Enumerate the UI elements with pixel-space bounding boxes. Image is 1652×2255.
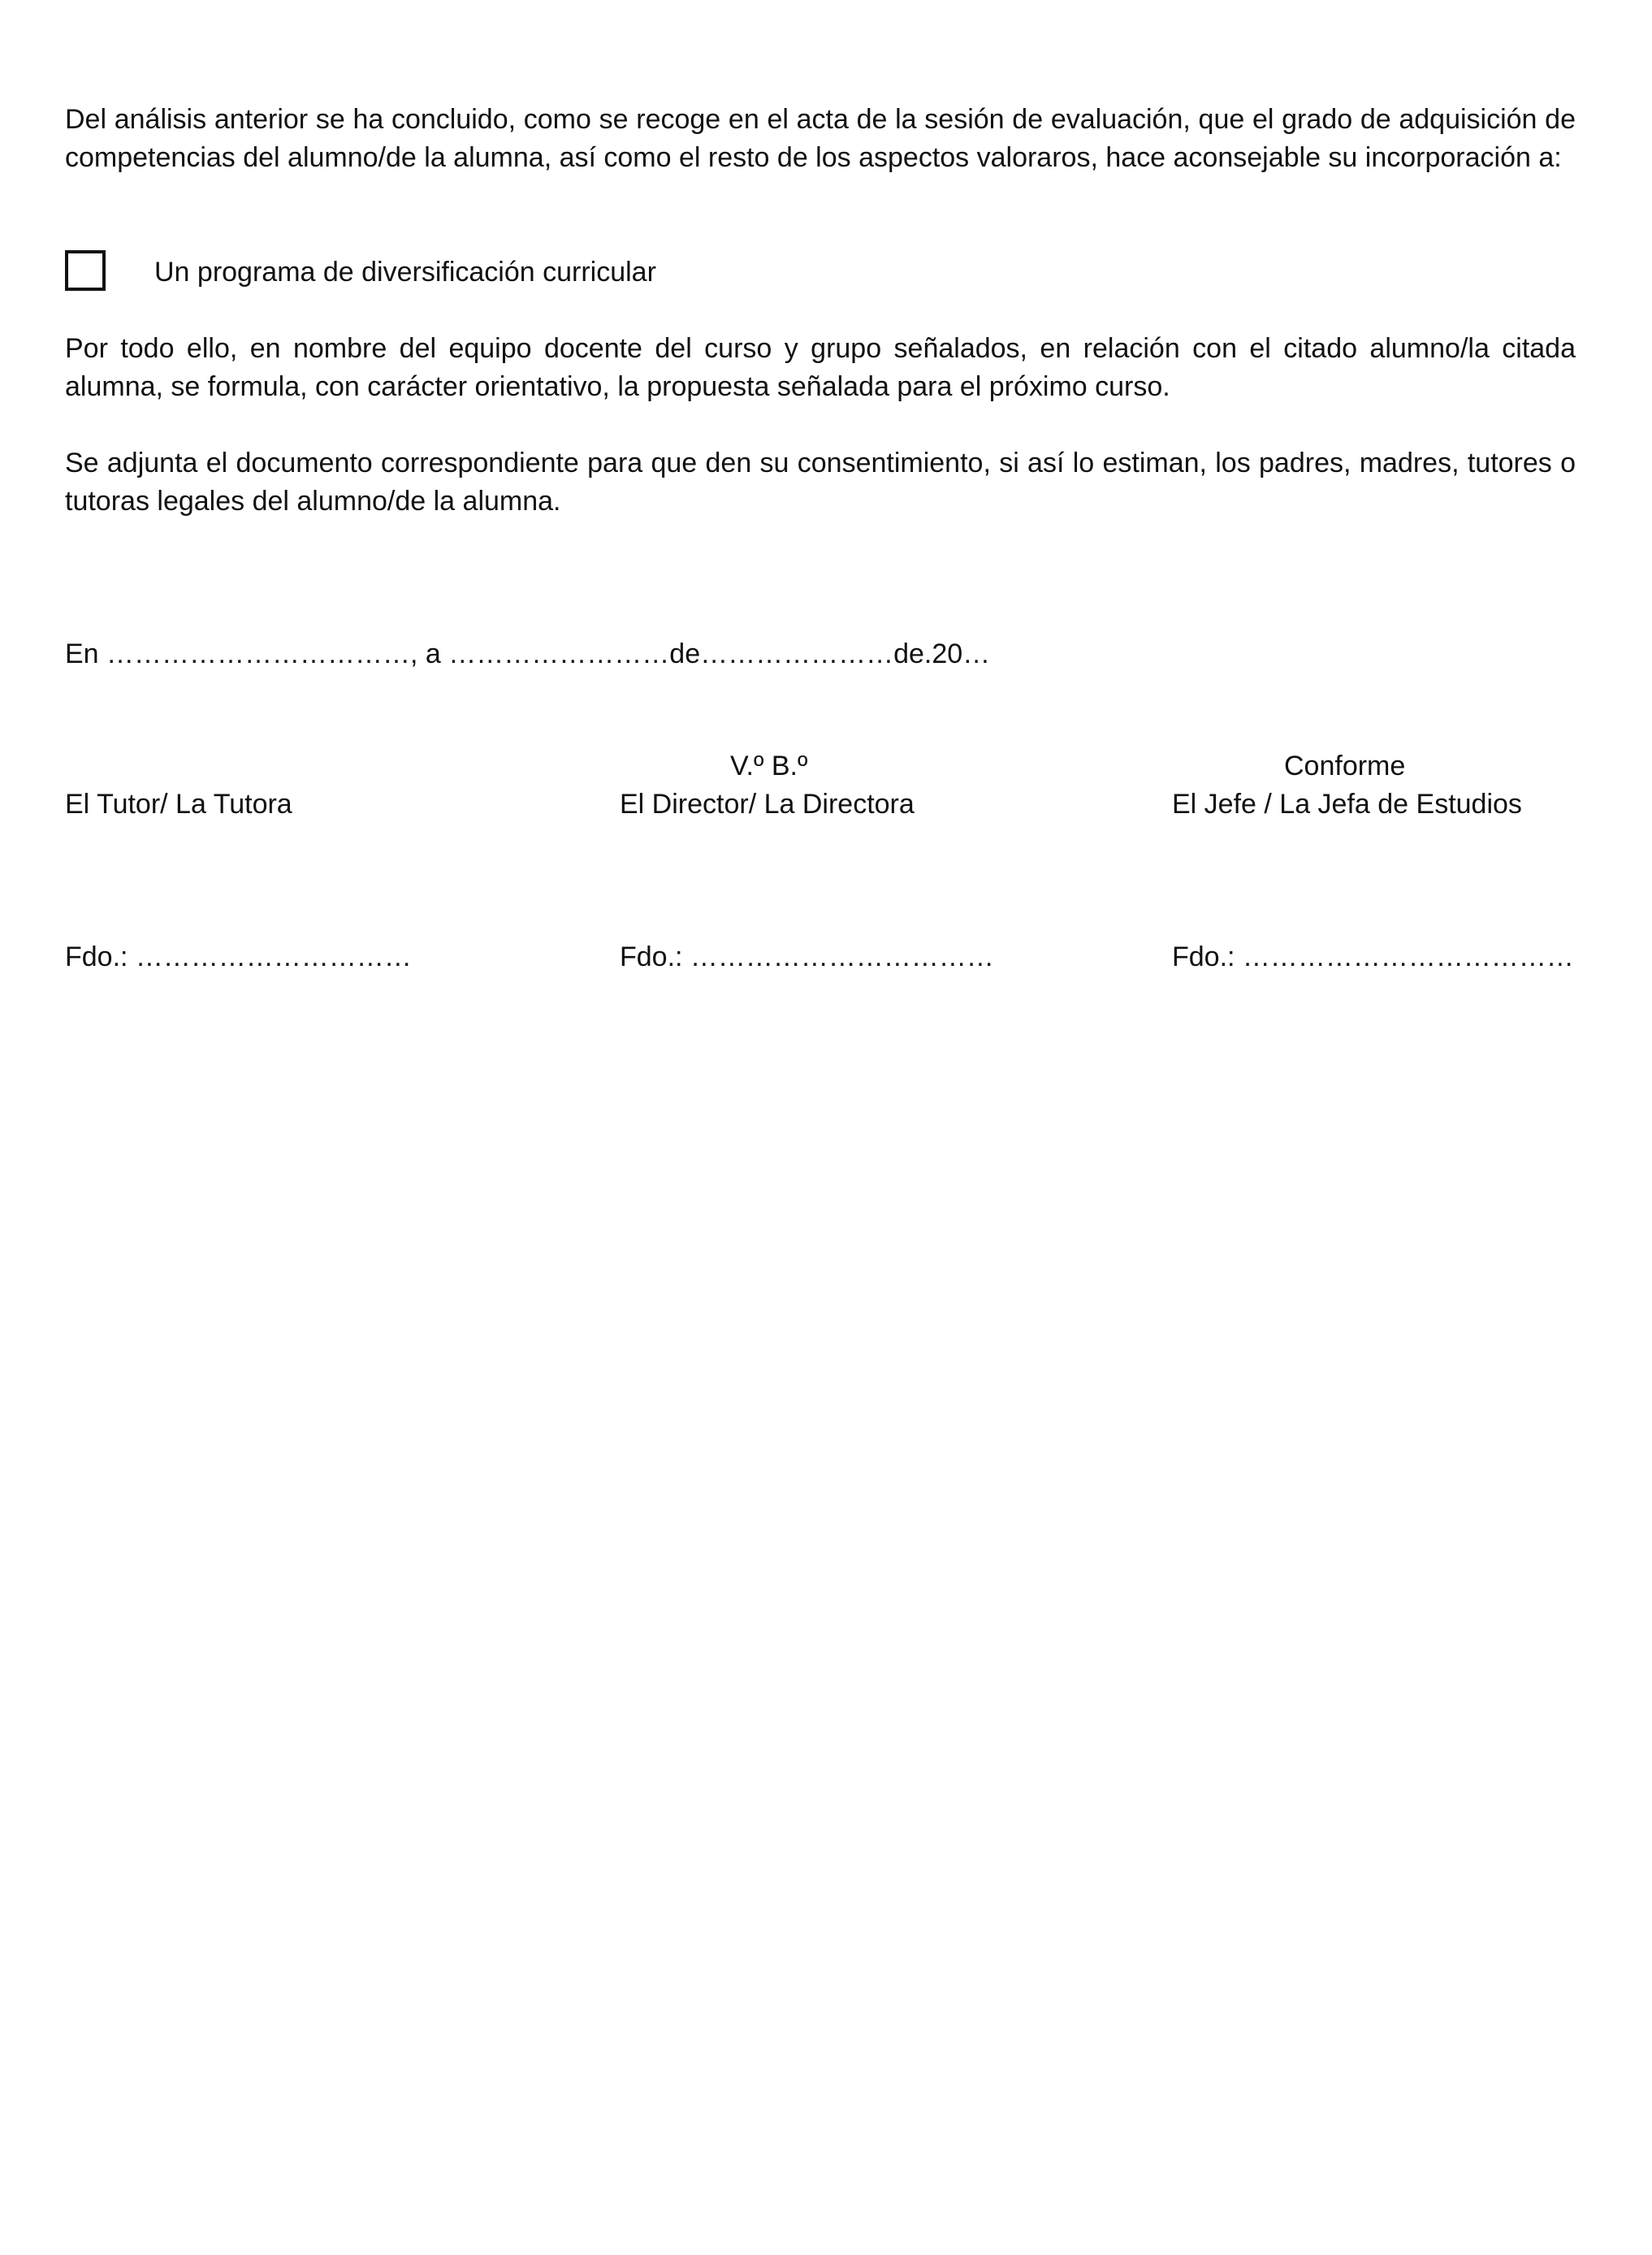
- signature-block-director: [620, 747, 1156, 976]
- jefe-role: El Jefe / La Jefa de Estudios: [1172, 789, 1522, 820]
- director-signature-line: Fdo.: ……………………………: [620, 941, 994, 972]
- diversification-checkbox[interactable]: [65, 250, 106, 291]
- tutor-heading: [65, 747, 601, 786]
- jefe-signature-line: Fdo.: ………………………………: [1172, 941, 1574, 972]
- diversification-option-label: Un programa de diversificación curricular: [154, 257, 656, 288]
- consent-paragraph: Se adjunta el documento correspondiente para que den su consentimiento, si así lo estiman, los padres, madres, tutores o tutoras legales del alumno/de la alumna.: [65, 448, 1576, 517]
- tutor-signature-line: Fdo.: …………………………: [65, 941, 412, 972]
- diversification-option: [65, 250, 1202, 296]
- place-date-line: En ……………………………, a ……………………de…………………de.20…: [65, 638, 991, 669]
- director-approval-heading: V.º B.º: [730, 751, 808, 781]
- proposal-paragraph: Por todo ello, en nombre del equipo docente del curso y grupo señalados, en relación con el citado alumno/la citada alumna, se formula, con carácter orientativo, la propuesta señalada para el próximo curso.: [65, 333, 1576, 402]
- signature-block-jefe-estudios: [1172, 747, 1652, 976]
- signature-block-tutor: [65, 747, 601, 976]
- tutor-role: El Tutor/ La Tutora: [65, 789, 292, 820]
- director-role: El Director/ La Directora: [620, 789, 915, 820]
- analysis-paragraph: Del análisis anterior se ha concluido, como se recoge en el acta de la sesión de evaluación, que el grado de adquisición de competencias del alumno/de la alumna, así como el resto de los aspectos valoraros, hace aconsejable su incorporación a:: [65, 104, 1576, 173]
- jefe-conforme-heading: Conforme: [1284, 751, 1406, 781]
